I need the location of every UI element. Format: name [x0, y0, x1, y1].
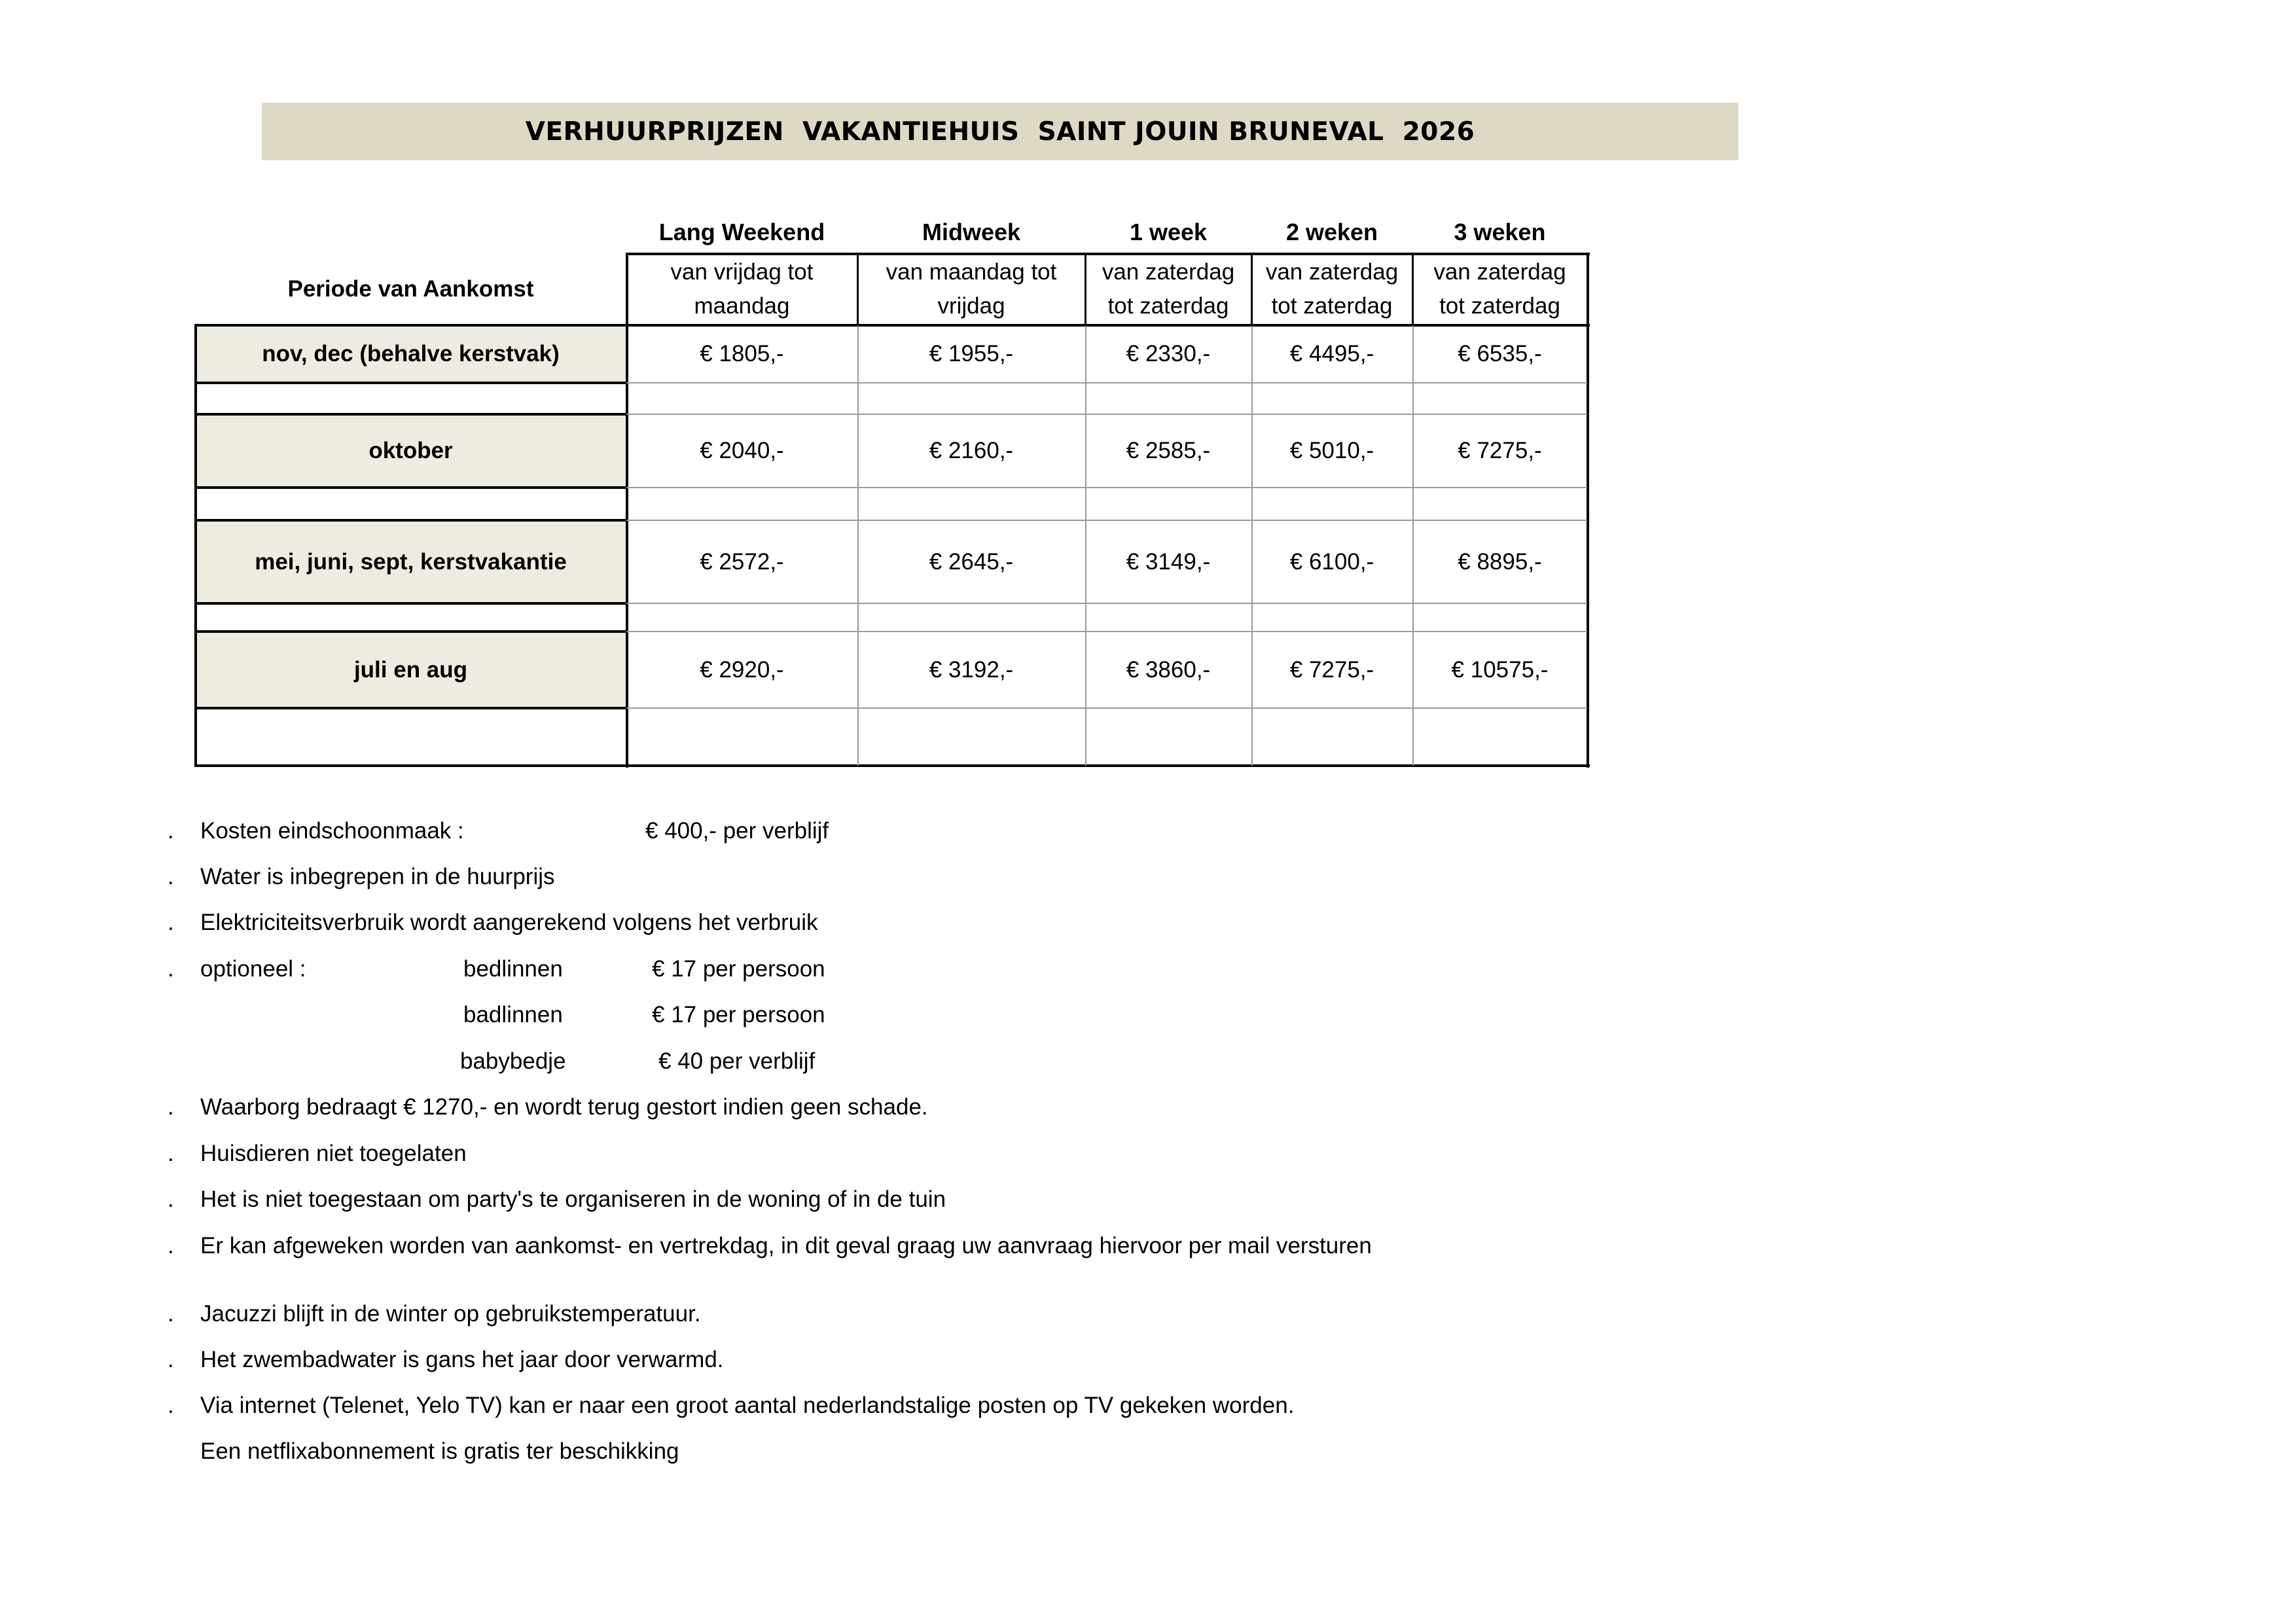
border	[195, 324, 1590, 327]
tv-note: Via internet (Telenet, Yelo TV) kan er naar een groot aantal nederlandstalige posten op TV gekeken worden.	[200, 1393, 1295, 1418]
bullet-marker: .	[168, 1233, 174, 1258]
period-cell: nov, dec (behalve kerstvak)	[195, 325, 626, 383]
border	[195, 519, 626, 522]
price-cell: € 4495,-	[1289, 341, 1374, 366]
optional-price: € 40 per verblijf	[658, 1048, 816, 1074]
price-cell: € 3860,-	[1126, 656, 1211, 683]
price-cell: € 6535,-	[1458, 341, 1542, 366]
bullet-marker: .	[168, 1094, 174, 1120]
column-detail-line: tot zaterdag	[1439, 293, 1560, 319]
optional-price: € 17 per persoon	[652, 956, 825, 982]
bullet-marker: .	[168, 818, 174, 844]
jacuzzi-note: Jacuzzi blijft in de winter op gebruikstemperatuur.	[200, 1301, 701, 1327]
optional-label: optioneel :	[200, 956, 306, 982]
price-cell: € 2572,-	[700, 548, 784, 575]
column-detail	[1085, 253, 1251, 325]
border	[626, 382, 1587, 383]
parties-note: Het is niet toegestaan om party's te organiseren in de woning of in de tuin	[200, 1186, 946, 1212]
border	[195, 764, 1590, 767]
bullet-marker: .	[168, 864, 174, 889]
border	[626, 414, 1587, 415]
column-detail-line: van zaterdag	[1433, 259, 1566, 285]
title-banner	[262, 103, 1738, 160]
border	[626, 631, 1587, 632]
border	[195, 413, 626, 416]
border	[195, 707, 626, 709]
price-cell: € 1805,-	[700, 341, 784, 366]
electricity-note: Elektriciteitsverbruik wordt aangerekend volgens het verbruik	[200, 910, 818, 935]
water-note: Water is inbegrepen in de huurprijs	[200, 864, 555, 889]
period-cell: juli en aug	[195, 632, 626, 708]
column-detail-line: van vrijdag tot	[670, 259, 814, 285]
border	[1251, 325, 1253, 766]
border	[1085, 325, 1086, 766]
optional-item: badlinnen	[463, 1002, 563, 1027]
bullet-marker: .	[168, 1141, 174, 1166]
border	[195, 630, 626, 633]
border	[1412, 253, 1414, 326]
column-detail	[857, 253, 1085, 325]
border	[195, 486, 626, 489]
column-detail-line: van zaterdag	[1102, 259, 1235, 285]
column-detail-line: tot zaterdag	[1107, 293, 1229, 319]
arrival-note: Er kan afgeweken worden van aankomst- en vertrekdag, in dit geval graag uw aanvraag hiervoor per mail versturen	[200, 1233, 1372, 1258]
bullet-marker: .	[168, 1347, 174, 1372]
price-cell: € 3149,-	[1126, 548, 1211, 575]
column-header: 1 week	[1129, 219, 1208, 245]
price-cell: € 2645,-	[929, 548, 1014, 575]
column-detail-line: maandag	[694, 293, 790, 319]
price-cell: € 2585,-	[1126, 438, 1211, 463]
border	[195, 382, 626, 384]
column-detail-line: vrijdag	[937, 293, 1005, 319]
column-detail	[1251, 253, 1412, 325]
price-cell: € 3192,-	[929, 656, 1014, 683]
cleaning-value: € 400,- per verblijf	[645, 818, 829, 844]
price-cell: € 6100,-	[1289, 548, 1374, 575]
price-cell: € 2920,-	[700, 656, 784, 683]
price-cell: € 2160,-	[929, 438, 1014, 463]
border	[626, 707, 1587, 709]
column-detail-line: van maandag tot	[886, 259, 1057, 285]
optional-price: € 17 per persoon	[652, 1002, 825, 1027]
price-cell: € 7275,-	[1289, 656, 1374, 683]
price-cell: € 2330,-	[1126, 341, 1211, 366]
border	[626, 520, 1587, 521]
cleaning-label: Kosten eindschoonmaak :	[200, 818, 464, 844]
border	[1085, 253, 1086, 326]
deposit-note: Waarborg bedraagt € 1270,- en wordt terug gestort indien geen schade.	[200, 1094, 928, 1120]
column-header: 2 weken	[1285, 219, 1378, 245]
price-cell: € 10575,-	[1451, 656, 1549, 683]
page-title: VERHUURPRIJZEN VAKANTIEHUIS SAINT JOUIN BRUNEVAL 2026	[525, 116, 1475, 147]
column-header: Midweek	[922, 219, 1021, 245]
column-header: 3 weken	[1454, 219, 1546, 245]
column-detail-line: tot zaterdag	[1271, 293, 1393, 319]
border	[857, 325, 859, 766]
border	[1251, 253, 1253, 326]
netflix-note: Een netflixabonnement is gratis ter beschikking	[200, 1438, 679, 1464]
bullet-marker: .	[168, 910, 174, 935]
price-cell: € 8895,-	[1458, 548, 1542, 575]
bullet-marker: .	[168, 1186, 174, 1212]
pool-note: Het zwembadwater is gans het jaar door verwarmd.	[200, 1347, 724, 1372]
price-cell: € 2040,-	[700, 438, 784, 463]
period-cell: oktober	[195, 414, 626, 488]
pets-note: Huisdieren niet toegelaten	[200, 1141, 467, 1166]
optional-item: babybedje	[460, 1048, 566, 1074]
period-header: Periode van Aankomst	[287, 276, 534, 302]
optional-item: bedlinnen	[463, 956, 563, 982]
period-cell: mei, juni, sept, kerstvakantie	[195, 520, 626, 603]
price-cell: € 1955,-	[929, 341, 1014, 366]
border	[626, 253, 1590, 255]
border	[1587, 253, 1589, 768]
border	[626, 253, 628, 768]
price-cell: € 5010,-	[1289, 438, 1374, 463]
border	[195, 602, 626, 605]
column-header: Lang Weekend	[658, 219, 825, 245]
bullet-marker: .	[168, 1301, 174, 1327]
column-detail	[626, 253, 857, 325]
column-detail	[1412, 253, 1587, 325]
bullet-marker: .	[168, 956, 174, 982]
bullet-marker: .	[168, 1393, 174, 1418]
column-detail-line: van zaterdag	[1265, 259, 1399, 285]
border	[194, 324, 197, 767]
border	[857, 253, 859, 326]
border	[626, 487, 1587, 488]
price-cell: € 7275,-	[1458, 438, 1542, 463]
border	[626, 603, 1587, 604]
border	[1412, 325, 1414, 766]
